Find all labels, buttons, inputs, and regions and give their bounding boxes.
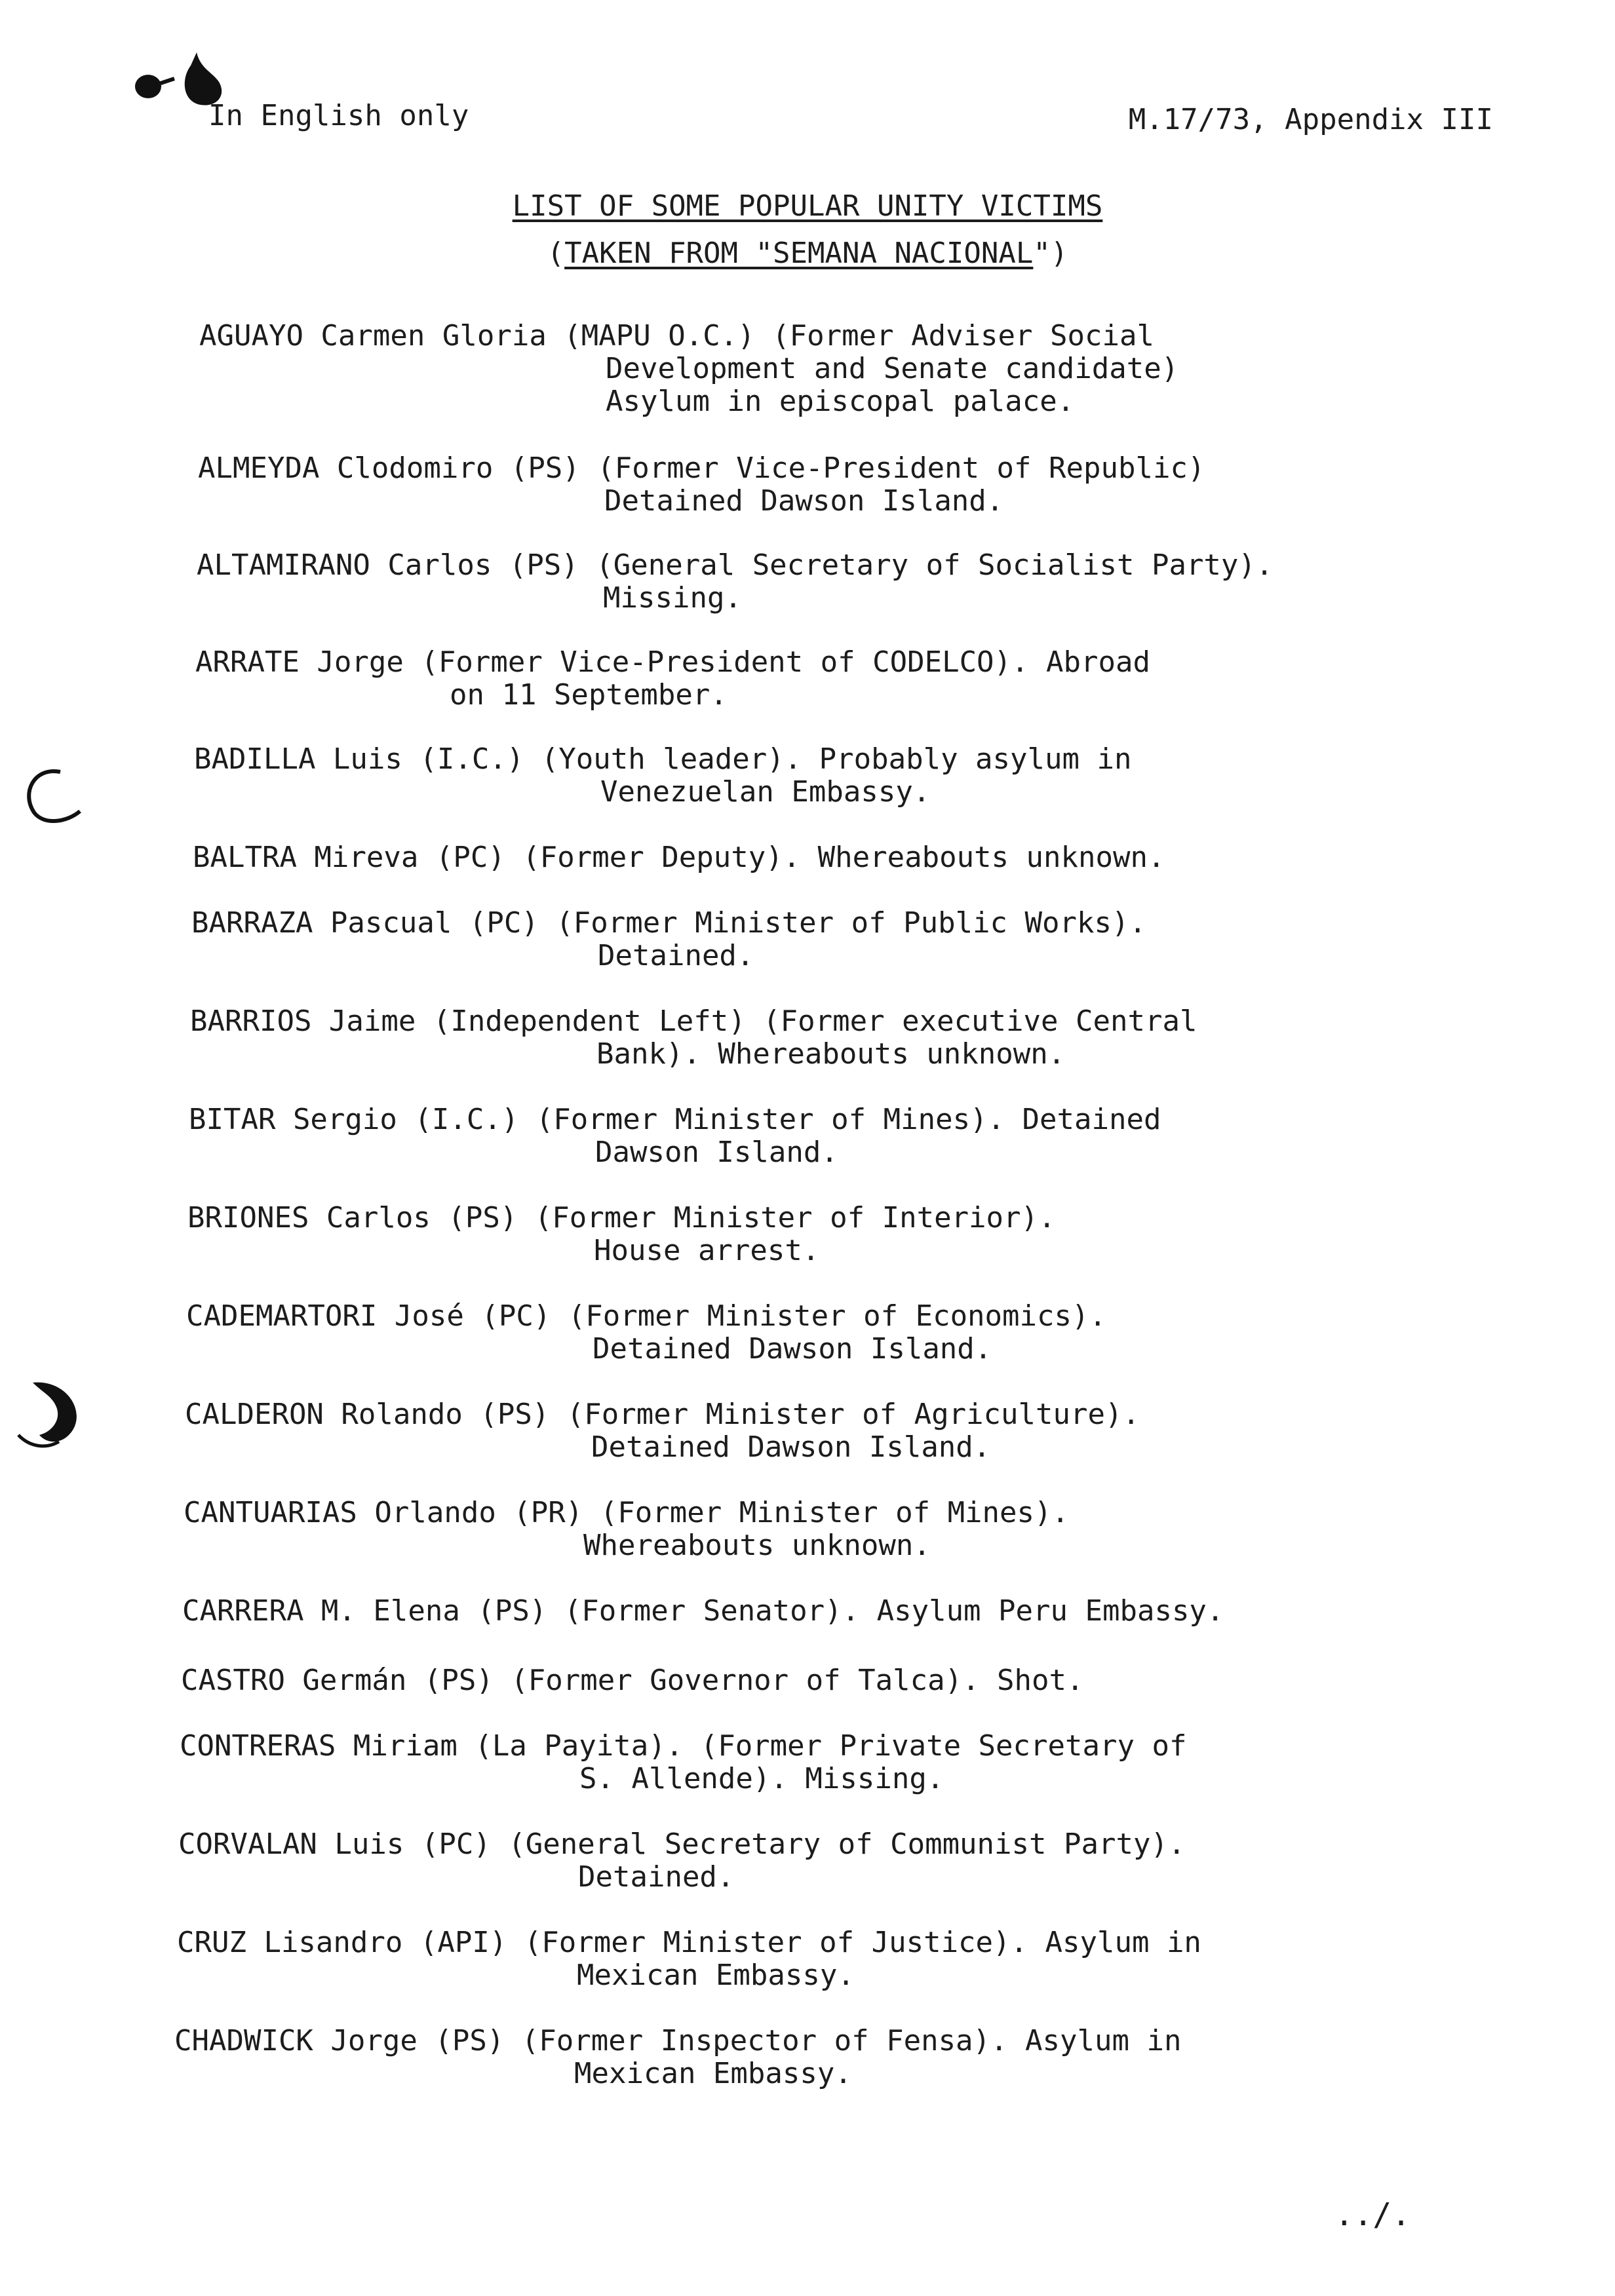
entry-line: ARRATE Jorge (Former Vice-President of CODELCO). Abroad <box>195 645 1150 679</box>
entry-line: CONTRERAS Miriam (La Payita). (Former Private Secretary of <box>180 1729 1187 1763</box>
victim-entry <box>189 1103 1161 1169</box>
victim-entry <box>194 743 1131 809</box>
entry-continuation: Detained Dawson Island. <box>591 1430 991 1464</box>
entry-continuation: on 11 September. <box>450 678 728 712</box>
subtitle-source: TAKEN FROM "SEMANA NACIONAL <box>564 237 1034 270</box>
entry-line: AGUAYO Carmen Gloria (MAPU O.C.) (Former Adviser Social <box>199 319 1154 353</box>
continuation-marker: ../. <box>1334 2196 1411 2233</box>
entry-line: BARRIOS Jaime (Independent Left) (Former executive Central <box>190 1004 1197 1038</box>
victim-entry <box>177 1926 1201 1992</box>
entry-line: BALTRA Mireva (PC) (Former Deputy). Whereabouts unknown. <box>193 841 1165 874</box>
entry-continuation: S. Allende). Missing. <box>579 1762 944 1795</box>
victim-entry <box>180 1730 1186 1795</box>
entry-continuation: Asylum in episcopal palace. <box>606 385 1075 418</box>
victim-entry <box>182 1595 1224 1628</box>
entry-continuation: Detained Dawson Island. <box>593 1332 992 1366</box>
victim-entry <box>195 646 1150 712</box>
entry-line: CADEMARTORI José (PC) (Former Minister of Economics). <box>186 1299 1106 1333</box>
entry-continuation: Dawson Island. <box>595 1136 838 1169</box>
victim-entry <box>186 1300 1106 1366</box>
entry-continuation: Missing. <box>603 581 742 615</box>
victim-entry <box>191 907 1146 972</box>
punch-hole-mark <box>7 1369 92 1455</box>
victim-entry <box>181 1664 1084 1697</box>
victim-entry <box>197 549 1273 615</box>
entry-continuation: Mexican Embassy. <box>577 1959 855 1992</box>
entry-continuation: Detained Dawson Island. <box>604 484 1004 518</box>
entry-continuation: Bank). Whereabouts unknown. <box>596 1037 1066 1071</box>
entry-continuation: Development and Senate candidate) <box>606 352 1179 385</box>
victim-entry <box>198 452 1205 518</box>
entry-line: CORVALAN Luis (PC) (General Secretary of Communist Party). <box>178 1827 1186 1861</box>
subtitle-open-paren: ( <box>547 237 565 270</box>
document-title <box>0 190 1615 223</box>
document-reference: M.17/73, Appendix III <box>1128 103 1493 136</box>
entry-line: CASTRO Germán (PS) (Former Governor of Talca). Shot. <box>181 1664 1084 1697</box>
victim-entry <box>193 841 1165 874</box>
document-subtitle <box>0 237 1615 270</box>
title-line-1: LIST OF SOME POPULAR UNITY VICTIMS <box>512 189 1103 223</box>
entry-line: ALMEYDA Clodomiro (PS) (Former Vice-President of Republic) <box>198 451 1205 485</box>
entry-continuation: Detained. <box>578 1860 735 1894</box>
entry-continuation: Whereabouts unknown. <box>583 1529 931 1562</box>
victim-entry <box>190 1005 1197 1071</box>
entry-continuation: House arrest. <box>594 1234 820 1267</box>
entry-continuation: Mexican Embassy. <box>574 2057 852 2090</box>
entry-line: BITAR Sergio (I.C.) (Former Minister of Mines). Detained <box>189 1103 1161 1136</box>
entry-line: BRIONES Carlos (PS) (Former Minister of Interior). <box>187 1201 1056 1234</box>
victim-entry <box>185 1398 1140 1464</box>
entry-line: BARRAZA Pascual (PC) (Former Minister of Public Works). <box>191 906 1146 940</box>
entry-line: CANTUARIAS Orlando (PR) (Former Minister of Mines). <box>184 1496 1070 1529</box>
victim-entry <box>184 1497 1069 1562</box>
victim-entry <box>199 320 1178 418</box>
entry-line: CRUZ Lisandro (API) (Former Minister of Justice). Asylum in <box>177 1926 1201 1959</box>
entry-line: CHADWICK Jorge (PS) (Former Inspector of Fensa). Asylum in <box>174 2024 1182 2057</box>
victim-entry <box>187 1202 1056 1267</box>
victim-entry <box>178 1828 1185 1894</box>
entry-line: CARRERA M. Elena (PS) (Former Senator). Asylum Peru Embassy. <box>182 1594 1224 1628</box>
punch-hole-mark <box>14 760 87 832</box>
entry-line: CALDERON Rolando (PS) (Former Minister of Agriculture). <box>185 1398 1140 1431</box>
entry-continuation: Detained. <box>598 939 754 972</box>
entry-continuation: Venezuelan Embassy. <box>600 775 931 809</box>
entry-line: ALTAMIRANO Carlos (PS) (General Secretary of Socialist Party). <box>197 548 1274 582</box>
distribution-note: In English only <box>208 99 469 132</box>
subtitle-close-paren: ") <box>1033 237 1068 270</box>
victim-entry <box>174 2025 1181 2090</box>
entry-line: BADILLA Luis (I.C.) (Youth leader). Probably asylum in <box>194 742 1132 776</box>
